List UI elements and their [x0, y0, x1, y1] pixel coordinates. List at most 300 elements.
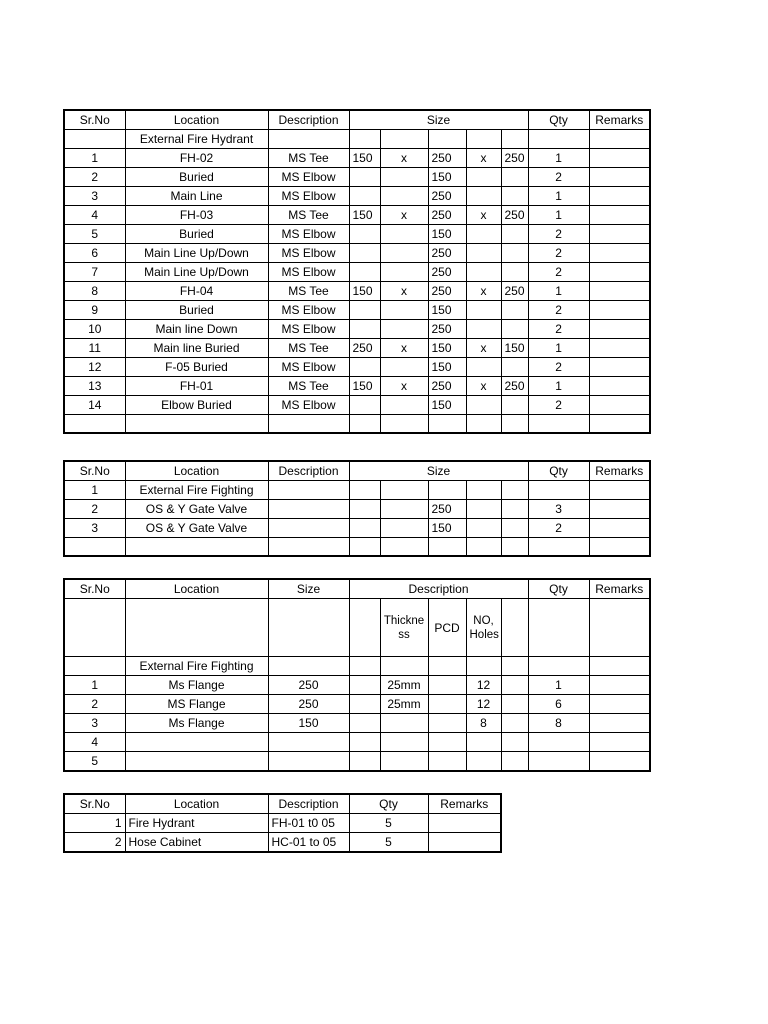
- cell-size-1: [349, 481, 380, 500]
- cell-size-2: 250: [428, 500, 466, 519]
- cell-description: MS Elbow: [268, 396, 349, 415]
- cell-size-x-2: [466, 301, 501, 320]
- cell-size-x-2: [466, 168, 501, 187]
- cell-srno: 2: [64, 833, 125, 853]
- cell-size-x-2: [466, 500, 501, 519]
- cell-srno: 13: [64, 377, 125, 396]
- cell-remarks: [589, 396, 650, 415]
- cell-description: MS Elbow: [268, 263, 349, 282]
- cell-thickness: [380, 752, 428, 772]
- cell-srno: [64, 130, 125, 149]
- cell-no-holes: 12: [466, 676, 501, 695]
- cell-location: Buried: [125, 168, 268, 187]
- cell-desc-blank: [349, 714, 380, 733]
- cell-size-2: 250: [428, 187, 466, 206]
- table-row: [64, 130, 650, 149]
- subheader-empty: [349, 599, 380, 657]
- cell-size-3: [501, 481, 528, 500]
- cell-size-x-1: [380, 187, 428, 206]
- cell-description: MS Tee: [268, 377, 349, 396]
- cell-qty: 2: [528, 225, 589, 244]
- cell-qty: 5: [349, 833, 428, 853]
- header-description: Description: [268, 110, 349, 130]
- cell-qty: [528, 130, 589, 149]
- cell-description: MS Tee: [268, 149, 349, 168]
- cell-qty: 1: [528, 149, 589, 168]
- header-location: Location: [125, 461, 268, 481]
- cell-location: Fire Hydrant: [125, 814, 268, 833]
- header-srno: Sr.No: [64, 110, 125, 130]
- header-remarks: Remarks: [589, 461, 650, 481]
- cell-size-2: 250: [428, 377, 466, 396]
- cell-srno: 12: [64, 358, 125, 377]
- cell-size-x-1: x: [380, 377, 428, 396]
- cell-qty: 1: [528, 339, 589, 358]
- subheader-empty: [501, 599, 528, 657]
- cell-size-x-2: [466, 263, 501, 282]
- table-row: [64, 377, 650, 396]
- table-header-row: [64, 794, 501, 814]
- cell-qty: [528, 481, 589, 500]
- cell-remarks: [589, 657, 650, 676]
- cell-qty: 5: [349, 814, 428, 833]
- cell-size-1: [349, 519, 380, 538]
- cell-remarks: [589, 733, 650, 752]
- cell-qty: [528, 415, 589, 433]
- cell-location: FH-02: [125, 149, 268, 168]
- cell-srno: 5: [64, 752, 125, 772]
- cell-size-1: [349, 358, 380, 377]
- cell-size-x-1: x: [380, 149, 428, 168]
- cell-pcd: [428, 657, 466, 676]
- subheader-pcd: PCD: [428, 599, 466, 657]
- cell-qty: 1: [528, 282, 589, 301]
- cell-desc-blank: [501, 714, 528, 733]
- cell-desc-blank: [349, 733, 380, 752]
- cell-thickness: 25mm: [380, 695, 428, 714]
- cell-size-2: 150: [428, 519, 466, 538]
- table-row: [64, 358, 650, 377]
- cell-size-x-2: [466, 187, 501, 206]
- cell-size-1: 250: [349, 339, 380, 358]
- cell-location: FH-04: [125, 282, 268, 301]
- cell-size-1: [349, 263, 380, 282]
- cell-desc-blank: [349, 752, 380, 772]
- cell-size-3: 250: [501, 206, 528, 225]
- cell-size-x-1: [380, 225, 428, 244]
- cell-size-x-1: x: [380, 339, 428, 358]
- cell-qty: 2: [528, 396, 589, 415]
- cell-description: MS Elbow: [268, 320, 349, 339]
- cell-size-2: [428, 130, 466, 149]
- table-row: [64, 733, 650, 752]
- cell-remarks: [589, 676, 650, 695]
- cell-size-x-2: [466, 519, 501, 538]
- fire-hydrant-fittings-table: [63, 109, 651, 434]
- cell-size-1: 150: [349, 377, 380, 396]
- cell-srno: 10: [64, 320, 125, 339]
- cell-remarks: [589, 301, 650, 320]
- cell-remarks: [589, 187, 650, 206]
- cell-size-x-2: [466, 320, 501, 339]
- cell-size-x-1: [380, 396, 428, 415]
- cell-size-2: 250: [428, 206, 466, 225]
- cell-no-holes: [466, 657, 501, 676]
- cell-size-2: 150: [428, 168, 466, 187]
- table-row: [64, 244, 650, 263]
- cell-srno: 2: [64, 500, 125, 519]
- cell-size: [268, 752, 349, 772]
- cell-size-3: [501, 320, 528, 339]
- cell-size-3: [501, 263, 528, 282]
- cell-size-2: 250: [428, 320, 466, 339]
- cell-description: MS Tee: [268, 282, 349, 301]
- cell-qty: 2: [528, 519, 589, 538]
- cell-qty: [528, 752, 589, 772]
- cell-qty: 2: [528, 320, 589, 339]
- table-header-row: [64, 579, 650, 599]
- table-header-row: [64, 110, 650, 130]
- cell-size-x-1: [380, 481, 428, 500]
- table-row: [64, 500, 650, 519]
- cell-srno: 4: [64, 206, 125, 225]
- cell-srno: [64, 657, 125, 676]
- cell-description: MS Tee: [268, 339, 349, 358]
- cell-srno: 11: [64, 339, 125, 358]
- cell-remarks: [589, 481, 650, 500]
- table-row: [64, 282, 650, 301]
- cell-remarks: [589, 695, 650, 714]
- cell-size: [268, 657, 349, 676]
- cell-desc-blank: [501, 657, 528, 676]
- cell-location: Main line Down: [125, 320, 268, 339]
- table-row: [64, 301, 650, 320]
- cell-size-3: [501, 168, 528, 187]
- header-description: Description: [268, 794, 349, 814]
- cell-location: FH-01: [125, 377, 268, 396]
- cell-location: [125, 752, 268, 772]
- cell-remarks: [589, 752, 650, 772]
- cell-remarks: [589, 206, 650, 225]
- subheader-empty: [64, 599, 125, 657]
- cell-size-2: [428, 415, 466, 433]
- cell-qty: 2: [528, 301, 589, 320]
- table-row: [64, 538, 650, 556]
- cell-thickness: [380, 733, 428, 752]
- cell-srno: 3: [64, 714, 125, 733]
- table-row: [64, 657, 650, 676]
- cell-size-3: [501, 519, 528, 538]
- cell-srno: 7: [64, 263, 125, 282]
- cell-size-3: [501, 244, 528, 263]
- cell-remarks: [589, 538, 650, 556]
- header-qty: Qty: [528, 110, 589, 130]
- cell-description: MS Elbow: [268, 244, 349, 263]
- table-row: [64, 695, 650, 714]
- cell-desc-blank: [501, 752, 528, 772]
- cell-thickness: [380, 657, 428, 676]
- header-description: Description: [349, 579, 528, 599]
- cell-qty: [528, 733, 589, 752]
- cell-size-x-1: [380, 538, 428, 556]
- cell-size-x-1: x: [380, 206, 428, 225]
- cell-size-x-1: [380, 320, 428, 339]
- cell-srno: 9: [64, 301, 125, 320]
- cell-size-x-1: [380, 519, 428, 538]
- cell-location: External Fire Fighting: [125, 657, 268, 676]
- cell-no-holes: 12: [466, 695, 501, 714]
- cell-size: 150: [268, 714, 349, 733]
- table-row: [64, 263, 650, 282]
- cell-size-x-1: [380, 500, 428, 519]
- table-row: [64, 481, 650, 500]
- cell-location: Ms Flange: [125, 714, 268, 733]
- cell-location: OS & Y Gate Valve: [125, 500, 268, 519]
- cell-size-1: 150: [349, 282, 380, 301]
- cell-location: MS Flange: [125, 695, 268, 714]
- cell-remarks: [589, 320, 650, 339]
- cell-location: Main line Buried: [125, 339, 268, 358]
- cabinet-summary-table: [63, 793, 502, 853]
- table-row: [64, 168, 650, 187]
- cell-qty: 2: [528, 358, 589, 377]
- header-location: Location: [125, 579, 268, 599]
- cell-size-1: [349, 225, 380, 244]
- table-body: [64, 814, 501, 853]
- cell-location: Ms Flange: [125, 676, 268, 695]
- cell-size-x-2: x: [466, 282, 501, 301]
- cell-location: External Fire Hydrant: [125, 130, 268, 149]
- table-row: [64, 339, 650, 358]
- table-subheader-row: [64, 599, 650, 657]
- cell-size-x-2: [466, 415, 501, 433]
- cell-size-3: [501, 130, 528, 149]
- header-location: Location: [125, 110, 268, 130]
- header-size: Size: [268, 579, 349, 599]
- cell-size-3: [501, 301, 528, 320]
- cell-size-x-2: x: [466, 206, 501, 225]
- table-row: [64, 187, 650, 206]
- cell-size-2: 250: [428, 263, 466, 282]
- table-row: [64, 752, 650, 772]
- cell-description: [268, 538, 349, 556]
- cell-size-x-1: [380, 168, 428, 187]
- table-row: [64, 396, 650, 415]
- table-body: [64, 481, 650, 556]
- cell-pcd: [428, 676, 466, 695]
- cell-size-2: 150: [428, 225, 466, 244]
- table-row: [64, 149, 650, 168]
- cell-remarks: [589, 377, 650, 396]
- cell-desc-blank: [501, 695, 528, 714]
- cell-srno: 1: [64, 149, 125, 168]
- cell-srno: [64, 415, 125, 433]
- subheader-empty: [528, 599, 589, 657]
- cell-size-3: [501, 538, 528, 556]
- cell-description: [268, 130, 349, 149]
- cell-qty: 2: [528, 168, 589, 187]
- cell-desc-blank: [501, 733, 528, 752]
- cell-description: HC-01 to 05: [268, 833, 349, 853]
- header-description: Description: [268, 461, 349, 481]
- cell-remarks: [589, 244, 650, 263]
- subheader-no-holes: NO, Holes: [466, 599, 501, 657]
- cell-location: Main Line Up/Down: [125, 244, 268, 263]
- cell-qty: [528, 657, 589, 676]
- cell-size-3: 250: [501, 377, 528, 396]
- cell-size-2: [428, 538, 466, 556]
- cell-size-x-2: [466, 225, 501, 244]
- cell-location: FH-03: [125, 206, 268, 225]
- cell-qty: 6: [528, 695, 589, 714]
- cell-location: F-05 Buried: [125, 358, 268, 377]
- cell-qty: 2: [528, 244, 589, 263]
- cell-qty: 1: [528, 206, 589, 225]
- cell-qty: 8: [528, 714, 589, 733]
- cell-desc-blank: [349, 695, 380, 714]
- cell-size-1: 150: [349, 206, 380, 225]
- cell-qty: 2: [528, 263, 589, 282]
- cell-pcd: [428, 714, 466, 733]
- cell-size-3: [501, 415, 528, 433]
- cell-pcd: [428, 733, 466, 752]
- cell-size-x-1: [380, 358, 428, 377]
- cell-desc-blank: [349, 657, 380, 676]
- cell-location: Buried: [125, 301, 268, 320]
- table-row: [64, 814, 501, 833]
- cell-size-1: 150: [349, 149, 380, 168]
- cell-size-x-1: [380, 301, 428, 320]
- cell-size-x-1: [380, 415, 428, 433]
- cell-size-2: 250: [428, 282, 466, 301]
- table-row: [64, 206, 650, 225]
- cell-size-2: 150: [428, 339, 466, 358]
- subheader-empty: [125, 599, 268, 657]
- gate-valve-table: [63, 460, 651, 557]
- cell-size-3: [501, 187, 528, 206]
- cell-location: [125, 733, 268, 752]
- cell-no-holes: 8: [466, 714, 501, 733]
- cell-remarks: [428, 814, 501, 833]
- cell-remarks: [589, 415, 650, 433]
- cell-size-x-1: x: [380, 282, 428, 301]
- cell-description: [268, 519, 349, 538]
- cell-srno: 2: [64, 168, 125, 187]
- header-srno: Sr.No: [64, 794, 125, 814]
- cell-description: FH-01 t0 05: [268, 814, 349, 833]
- cell-srno: 2: [64, 695, 125, 714]
- cell-size-2: 250: [428, 244, 466, 263]
- cell-remarks: [589, 149, 650, 168]
- table-row: [64, 519, 650, 538]
- cell-size-1: [349, 320, 380, 339]
- cell-size-2: 250: [428, 149, 466, 168]
- cell-remarks: [589, 714, 650, 733]
- table-row: [64, 415, 650, 433]
- cell-size-1: [349, 168, 380, 187]
- cell-size-x-2: x: [466, 149, 501, 168]
- cell-size-3: [501, 358, 528, 377]
- cell-desc-blank: [501, 676, 528, 695]
- cell-remarks: [589, 500, 650, 519]
- cell-qty: 3: [528, 500, 589, 519]
- cell-size-2: 150: [428, 301, 466, 320]
- cell-thickness: 25mm: [380, 676, 428, 695]
- cell-description: [268, 500, 349, 519]
- table-body: [64, 130, 650, 433]
- cell-size-3: [501, 500, 528, 519]
- header-qty: Qty: [528, 461, 589, 481]
- cell-size-x-2: [466, 358, 501, 377]
- cell-size-x-1: [380, 244, 428, 263]
- cell-size-1: [349, 301, 380, 320]
- cell-location: Main Line Up/Down: [125, 263, 268, 282]
- table-row: [64, 833, 501, 853]
- cell-size-3: 250: [501, 282, 528, 301]
- subheader-thickness: Thickness: [380, 599, 428, 657]
- cell-location: External Fire Fighting: [125, 481, 268, 500]
- header-size: Size: [349, 461, 528, 481]
- cell-srno: 1: [64, 481, 125, 500]
- cell-remarks: [589, 358, 650, 377]
- cell-size-x-2: x: [466, 377, 501, 396]
- cell-size-x-2: [466, 130, 501, 149]
- cell-srno: 1: [64, 814, 125, 833]
- cell-location: [125, 415, 268, 433]
- cell-srno: [64, 538, 125, 556]
- cell-description: MS Elbow: [268, 358, 349, 377]
- cell-qty: 1: [528, 377, 589, 396]
- cell-location: Main Line: [125, 187, 268, 206]
- cell-srno: 4: [64, 733, 125, 752]
- cell-remarks: [589, 282, 650, 301]
- cell-location: Hose Cabinet: [125, 833, 268, 853]
- cell-description: [268, 415, 349, 433]
- cell-description: [268, 481, 349, 500]
- cell-size-3: 150: [501, 339, 528, 358]
- table-row: [64, 320, 650, 339]
- header-remarks: Remarks: [589, 579, 650, 599]
- cell-remarks: [589, 263, 650, 282]
- cell-location: [125, 538, 268, 556]
- cell-no-holes: [466, 733, 501, 752]
- cell-size-3: [501, 396, 528, 415]
- cell-size-x-2: [466, 538, 501, 556]
- cell-size-2: 150: [428, 358, 466, 377]
- cell-location: OS & Y Gate Valve: [125, 519, 268, 538]
- cell-remarks: [589, 339, 650, 358]
- cell-size-1: [349, 396, 380, 415]
- cell-srno: 6: [64, 244, 125, 263]
- cell-description: MS Tee: [268, 206, 349, 225]
- header-srno: Sr.No: [64, 461, 125, 481]
- cell-size: 250: [268, 676, 349, 695]
- cell-size-1: [349, 187, 380, 206]
- cell-qty: [528, 538, 589, 556]
- cell-srno: 1: [64, 676, 125, 695]
- cell-description: MS Elbow: [268, 187, 349, 206]
- cell-srno: 3: [64, 187, 125, 206]
- cell-pcd: [428, 752, 466, 772]
- cell-description: MS Elbow: [268, 301, 349, 320]
- cell-thickness: [380, 714, 428, 733]
- cell-size-2: [428, 481, 466, 500]
- cell-pcd: [428, 695, 466, 714]
- cell-size-1: [349, 538, 380, 556]
- cell-remarks: [589, 130, 650, 149]
- subheader-empty: [268, 599, 349, 657]
- cell-size-1: [349, 415, 380, 433]
